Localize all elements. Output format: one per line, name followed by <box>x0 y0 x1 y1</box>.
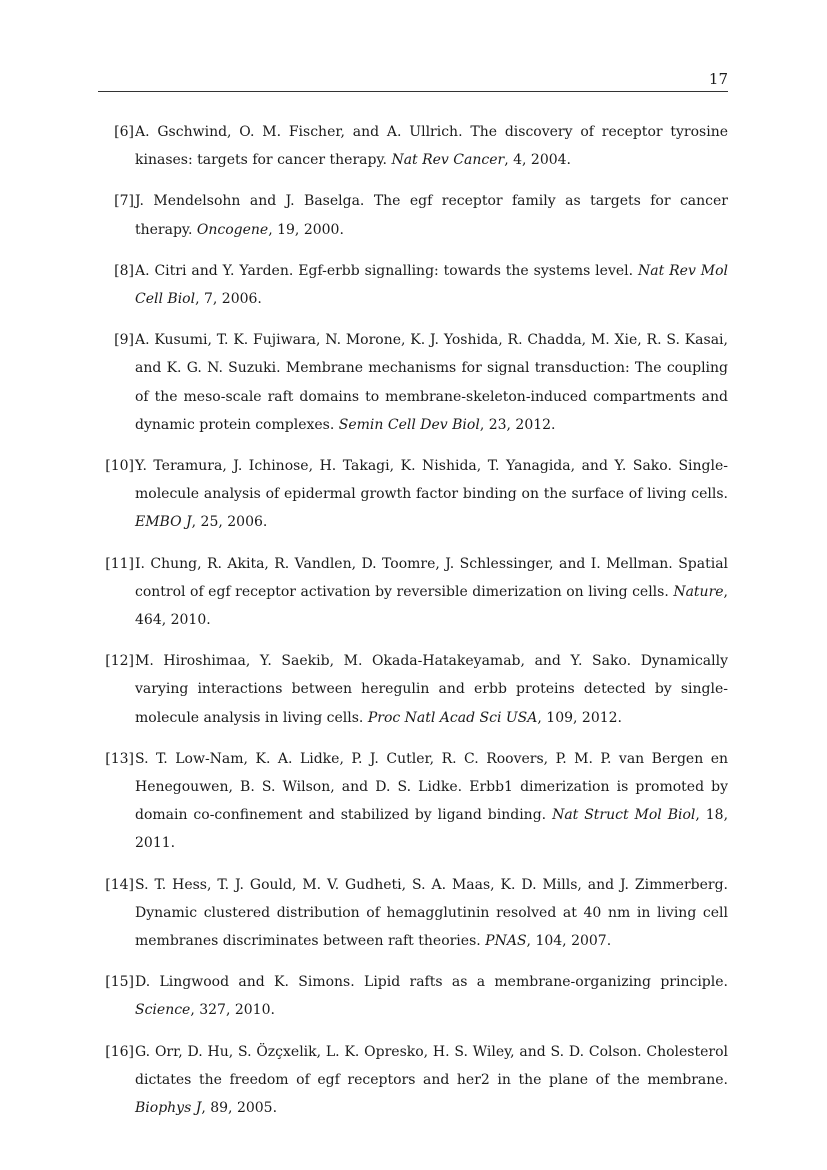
reference-title: Membrane mechanisms for signal transduction: The coupling of the meso-scale raft domains to membrane-skeleton-induced compartments and dynamic protein complexes. <box>135 360 729 433</box>
reference-authors: S. T. Hess, T. J. Gould, M. V. Gudheti, S. A. Maas, K. D. Mills, and J. Zimmerberg. <box>135 876 728 893</box>
reference-item <box>98 1038 728 1123</box>
reference-authors: I. Chung, R. Akita, R. Vandlen, D. Toomre, J. Schlessinger, and I. Mellman. <box>135 555 673 572</box>
reference-text <box>135 968 728 1024</box>
reference-text <box>135 257 728 313</box>
reference-authors: Y. Teramura, J. Ichinose, H. Takagi, K. Nishida, T. Yanagida, and Y. Sako. <box>135 458 672 475</box>
reference-text <box>135 187 728 243</box>
reference-volume-year: , 464, 2010. <box>135 583 728 629</box>
reference-text <box>135 326 728 439</box>
reference-volume-year: , 109, 2012. <box>537 709 622 726</box>
reference-authors: S. T. Low-Nam, K. A. Lidke, P. J. Cutler, R. C. Roovers, P. M. P. van Bergen en Henegouwen, B. S. Wilson, and D. S. Lidke. <box>135 750 728 796</box>
reference-volume-year: , 89, 2005. <box>201 1100 278 1117</box>
reference-volume-year: , 25, 2006. <box>191 514 268 531</box>
reference-number: [9] <box>114 332 134 349</box>
reference-number: [6] <box>114 124 134 140</box>
reference-title: Spatial control of egf receptor activation by reversible dimerization on living cells. <box>135 555 729 600</box>
reference-journal: Nat Rev Mol Cell Biol <box>135 262 729 308</box>
reference-title: Single-molecule analysis of epidermal growth factor binding on the surface of living cells. <box>135 458 728 503</box>
reference-item <box>98 118 728 174</box>
reference-title: Erbb1 dimerization is promoted by domain co-confinement and stabilized by ligand binding. <box>135 779 729 824</box>
reference-text <box>135 1038 728 1123</box>
reference-number: [15] <box>105 974 134 991</box>
reference-title: The egf receptor family as targets for cancer therapy. <box>135 193 728 238</box>
reference-text <box>135 871 728 956</box>
reference-authors: G. Orr, D. Hu, S. Özçxelik, L. K. Opresko, H. S. Wiley, and S. D. Colson. <box>135 1043 642 1060</box>
reference-journal: Oncogene <box>196 221 269 238</box>
reference-item <box>98 550 728 635</box>
reference-authors: M. Hiroshimaa, Y. Saekib, M. Okada-Hatakeyamab, and Y. Sako. <box>135 653 632 670</box>
reference-item <box>98 647 728 732</box>
reference-journal: Nat Rev Cancer <box>391 152 505 169</box>
reference-volume-year: , 18, 2011. <box>135 807 729 852</box>
reference-journal: PNAS <box>485 933 527 950</box>
reference-title: Dynamically varying interactions between heregulin and erbb proteins detected by single-molecule analysis in living cells. <box>135 653 729 726</box>
reference-journal: Nat Struct Mol Biol <box>552 807 696 824</box>
reference-number: [14] <box>105 876 134 893</box>
reference-journal: EMBO J <box>135 514 192 531</box>
reference-text <box>135 647 728 732</box>
reference-number: [12] <box>105 653 134 670</box>
reference-text <box>135 550 728 635</box>
reference-text <box>135 452 728 537</box>
reference-number: [16] <box>105 1043 134 1060</box>
reference-volume-year: , 23, 2012. <box>479 416 556 433</box>
reference-volume-year: , 327, 2010. <box>190 1002 275 1019</box>
reference-title: The discovery of receptor tyrosine kinases: targets for cancer therapy. <box>135 124 728 169</box>
page-number: 17 <box>708 70 728 88</box>
reference-number: [7] <box>114 193 134 210</box>
reference-item <box>98 187 728 243</box>
reference-item <box>98 871 728 956</box>
reference-journal: Proc Natl Acad Sci USA <box>367 709 538 726</box>
reference-authors: A. Gschwind, O. M. Fischer, and A. Ullrich. <box>135 124 463 140</box>
reference-text <box>135 745 728 858</box>
reference-item <box>98 452 728 537</box>
reference-title: Lipid rafts as a membrane-organizing principle. <box>364 974 728 991</box>
reference-authors: D. Lingwood and K. Simons. <box>135 974 355 991</box>
reference-volume-year: , 4, 2004. <box>504 152 571 169</box>
reference-item <box>98 257 728 313</box>
reference-journal: Nature <box>673 583 724 600</box>
reference-title: Egf-erbb signalling: towards the systems level. <box>298 262 634 279</box>
reference-volume-year: , 19, 2000. <box>268 221 344 238</box>
reference-title: Cholesterol dictates the freedom of egf receptors and her2 in the plane of the membrane. <box>135 1043 729 1088</box>
reference-authors: A. Kusumi, T. K. Fujiwara, N. Morone, K. J. Yoshida, R. Chadda, M. Xie, R. S. Kasai, and K. G. N. Suzuki. <box>135 332 728 377</box>
reference-item <box>98 326 728 439</box>
reference-number: [8] <box>114 262 134 279</box>
reference-list <box>98 118 728 1135</box>
reference-title: Dynamic clustered distribution of hemagglutinin resolved at 40 nm in living cell membranes discriminates between raft theories. <box>135 904 728 950</box>
reference-item <box>98 968 728 1024</box>
reference-volume-year: , 104, 2007. <box>526 933 612 950</box>
reference-item <box>98 745 728 858</box>
reference-number: [11] <box>105 555 134 572</box>
reference-volume-year: , 7, 2006. <box>195 291 262 308</box>
reference-text <box>135 118 728 174</box>
reference-number: [10] <box>105 458 134 475</box>
header-rule <box>98 91 728 92</box>
reference-number: [13] <box>105 750 134 767</box>
reference-journal: Biophys J <box>135 1100 202 1117</box>
reference-authors: A. Citri and Y. Yarden. <box>135 262 294 279</box>
reference-authors: J. Mendelsohn and J. Baselga. <box>135 193 365 210</box>
reference-journal: Science <box>135 1002 191 1019</box>
reference-journal: Semin Cell Dev Biol <box>338 416 480 433</box>
